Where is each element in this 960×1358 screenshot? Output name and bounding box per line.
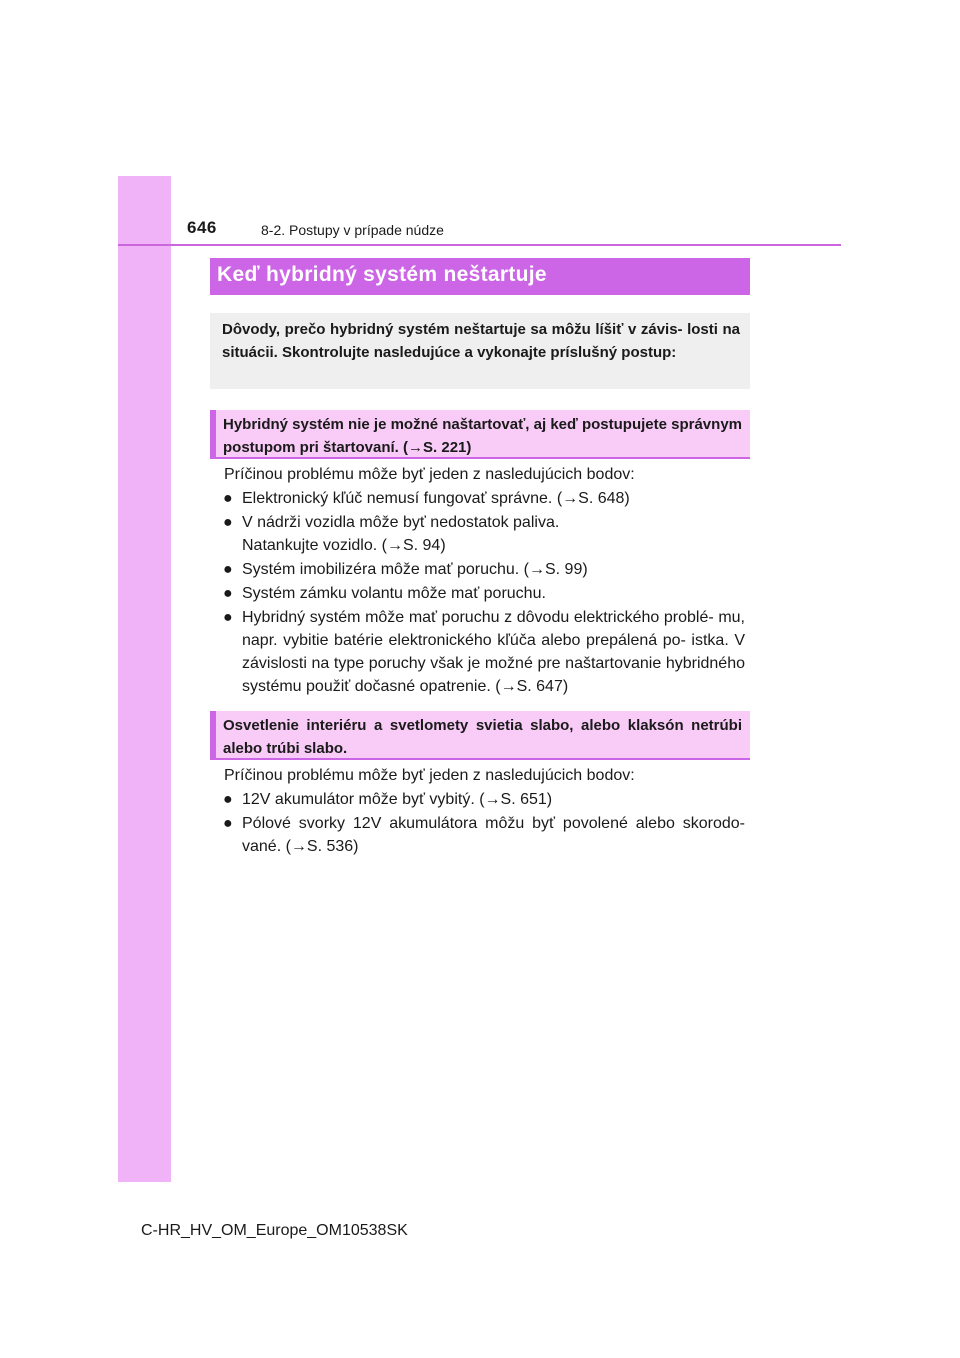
list-item: Systém imobilizéra môže mať poruchu. (→S. 99) — [242, 561, 588, 578]
list-item: Hybridný systém môže mať poruchu z dôvodu elektrického problé- mu, napr. vybitie batérie elektronického kľúča alebo prepálená po- istka. V závislosti na type poruchy však je možné pre naštartovanie hybridného systému použiť dočasné opatrenie. (→S. 647) — [242, 609, 745, 695]
list-item: Systém zámku volantu môže mať poruchu. — [242, 585, 546, 602]
case-heading-start-failure: Hybridný systém nie je možné naštartovať, aj keď postupujete správnym postupom pri štartovaní. (→S. 221) — [210, 410, 750, 459]
bullet-icon: ● — [223, 815, 233, 832]
list-item: V nádrži vozidla môže byť nedostatok paliva. — [242, 514, 560, 531]
list-item-note: Natankujte vozidlo. (→S. 94) — [242, 537, 446, 554]
bullet-icon: ● — [223, 490, 233, 507]
case-lead: Príčinou problému môže byť jeden z nasledujúcich bodov: — [224, 466, 635, 483]
side-tab — [118, 176, 171, 1182]
page-number: 646 — [187, 218, 217, 237]
bullet-icon: ● — [223, 585, 233, 602]
bullet-icon: ● — [223, 791, 233, 808]
case-lead: Príčinou problému môže byť jeden z nasledujúcich bodov: — [224, 767, 635, 784]
bullet-icon: ● — [223, 514, 233, 531]
footer-doc-id: C-HR_HV_OM_Europe_OM10538SK — [141, 1222, 408, 1239]
list-item: Pólové svorky 12V akumulátora môžu byť povolené alebo skorodo- vané. (→S. 536) — [242, 815, 745, 855]
page-title: Keď hybridný systém neštartuje — [210, 258, 750, 295]
case-heading-weak-lights: Osvetlenie interiéru a svetlomety svietia slabo, alebo klaksón netrúbi alebo trúbi slabo. — [210, 711, 750, 760]
bullet-icon: ● — [223, 609, 233, 626]
list-item: Elektronický kľúč nemusí fungovať správne. (→S. 648) — [242, 490, 630, 507]
intro-box: Dôvody, prečo hybridný systém neštartuje sa môžu líšiť v závis- losti na situácii. Skontrolujte nasledujúce a vykonajte príslušný postup: — [210, 313, 750, 389]
bullet-icon: ● — [223, 561, 233, 578]
list-item: 12V akumulátor môže byť vybitý. (→S. 651) — [242, 791, 553, 808]
header-rule — [118, 244, 841, 246]
section-label: 8-2. Postupy v prípade núdze — [261, 222, 444, 238]
